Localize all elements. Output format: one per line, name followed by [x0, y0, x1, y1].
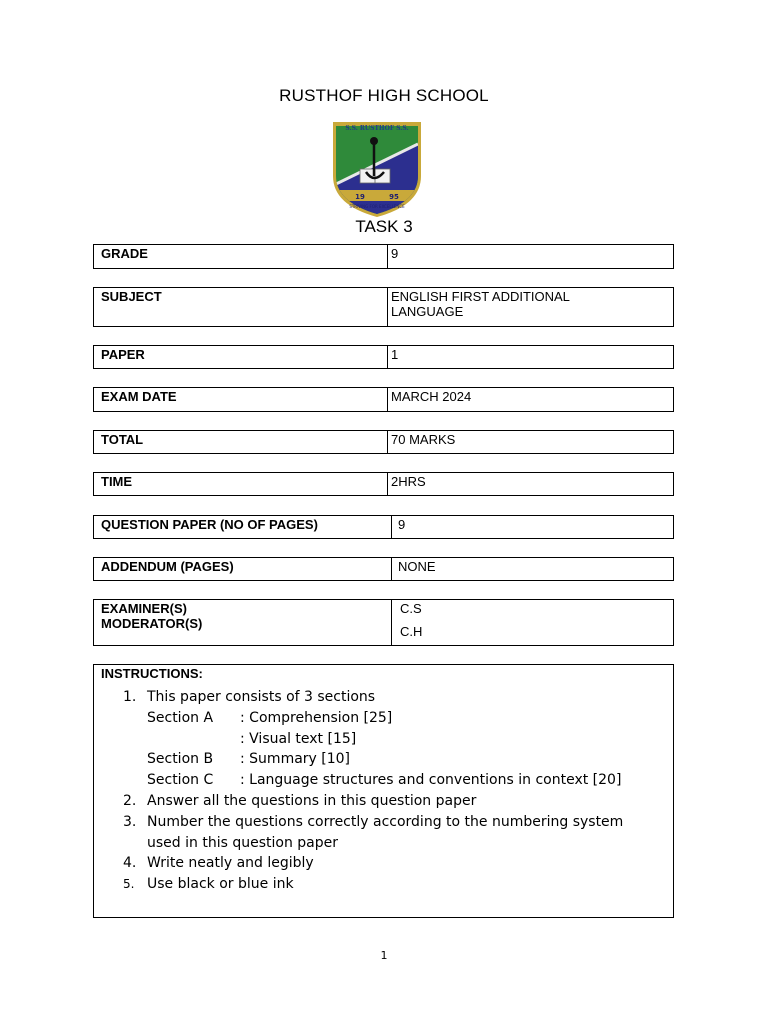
section-a-comprehension: : Comprehension [25] — [240, 709, 393, 726]
paper-label: PAPER — [94, 346, 388, 368]
item-number: 3. — [123, 813, 137, 830]
list-item — [94, 874, 673, 895]
question-pages-row — [93, 515, 674, 539]
section-c-language: : Language structures and conventions in context [20] — [240, 772, 622, 789]
task-title: TASK 3 — [355, 217, 413, 236]
examiner-value: C.S — [400, 601, 422, 616]
list-item — [94, 687, 673, 708]
time-value: 2HRS — [391, 474, 426, 489]
crest-year-right: 95 — [389, 193, 399, 201]
instructions-heading: INSTRUCTIONS: — [101, 666, 203, 681]
subject-value — [388, 288, 673, 326]
item-number: 2. — [123, 792, 137, 809]
item-text: This paper consists of 3 sections — [147, 689, 376, 705]
item-number: 4. — [123, 855, 137, 872]
subject-value-line2: LANGUAGE — [391, 304, 464, 319]
subject-label: SUBJECT — [94, 288, 388, 326]
addendum-value: NONE — [398, 559, 436, 574]
section-a-row-2 — [94, 729, 673, 750]
item-number: 1. — [123, 689, 137, 705]
question-pages-value: 9 — [398, 517, 406, 532]
list-item — [94, 812, 673, 833]
section-b-name: Section B — [147, 751, 214, 768]
item-text: Answer all the questions in this question paper — [147, 792, 477, 809]
section-b-row — [94, 749, 673, 770]
section-c-row — [94, 770, 673, 791]
school-crest-logo — [330, 114, 424, 218]
item-text: Write neatly and legibly — [147, 855, 314, 872]
item-text: used in this question paper — [147, 834, 338, 851]
item-number: 5. — [123, 877, 135, 892]
page-number: 1 — [380, 949, 388, 962]
crest-year-left: 19 — [355, 193, 365, 201]
paper-value: 1 — [391, 347, 399, 362]
addendum-label: ADDENDUM (PAGES) — [94, 558, 392, 580]
instructions-list — [94, 687, 673, 895]
section-a-name: Section A — [147, 709, 214, 726]
exam-date-label: EXAM DATE — [94, 388, 388, 411]
subject-row — [93, 287, 674, 327]
examiner-label: EXAMINER(S) — [101, 601, 187, 616]
exam-date-row — [93, 387, 674, 412]
list-item-continuation — [94, 833, 673, 854]
grade-label: GRADE — [94, 245, 388, 268]
moderator-value: C.H — [400, 624, 423, 639]
addendum-row — [93, 557, 674, 581]
total-row — [93, 430, 674, 454]
time-label: TIME — [94, 473, 388, 495]
total-value: 70 MARKS — [391, 432, 456, 447]
staff-values — [392, 600, 673, 645]
paper-row — [93, 345, 674, 369]
staff-labels — [94, 600, 392, 645]
section-b-summary: : Summary [10] — [240, 751, 351, 768]
crest-motto-bottom: STRIVING FOR EXCELLENCE — [349, 204, 405, 209]
subject-value-line1: ENGLISH FIRST ADDITIONAL — [391, 289, 570, 304]
question-pages-label: QUESTION PAPER (NO OF PAGES) — [94, 516, 392, 538]
item-text: Number the questions correctly according to the numbering system — [147, 813, 624, 830]
section-a-visual-text: : Visual text [15] — [240, 730, 357, 747]
list-item — [94, 791, 673, 812]
moderator-label: MODERATOR(S) — [101, 616, 203, 631]
crest-motto-top: S.S. RUSTHOF S.S. — [345, 125, 409, 132]
section-a-row — [94, 708, 673, 729]
section-c-name: Section C — [147, 772, 214, 789]
total-label: TOTAL — [94, 431, 388, 453]
list-item — [94, 853, 673, 874]
school-name: RUSTHOF HIGH SCHOOL — [279, 86, 489, 105]
staff-row — [93, 599, 674, 646]
grade-row — [93, 244, 674, 269]
exam-date-value: MARCH 2024 — [391, 389, 472, 404]
time-row — [93, 472, 674, 496]
instructions-box — [93, 664, 674, 918]
item-text: Use black or blue ink — [147, 876, 294, 893]
grade-value: 9 — [391, 246, 399, 261]
